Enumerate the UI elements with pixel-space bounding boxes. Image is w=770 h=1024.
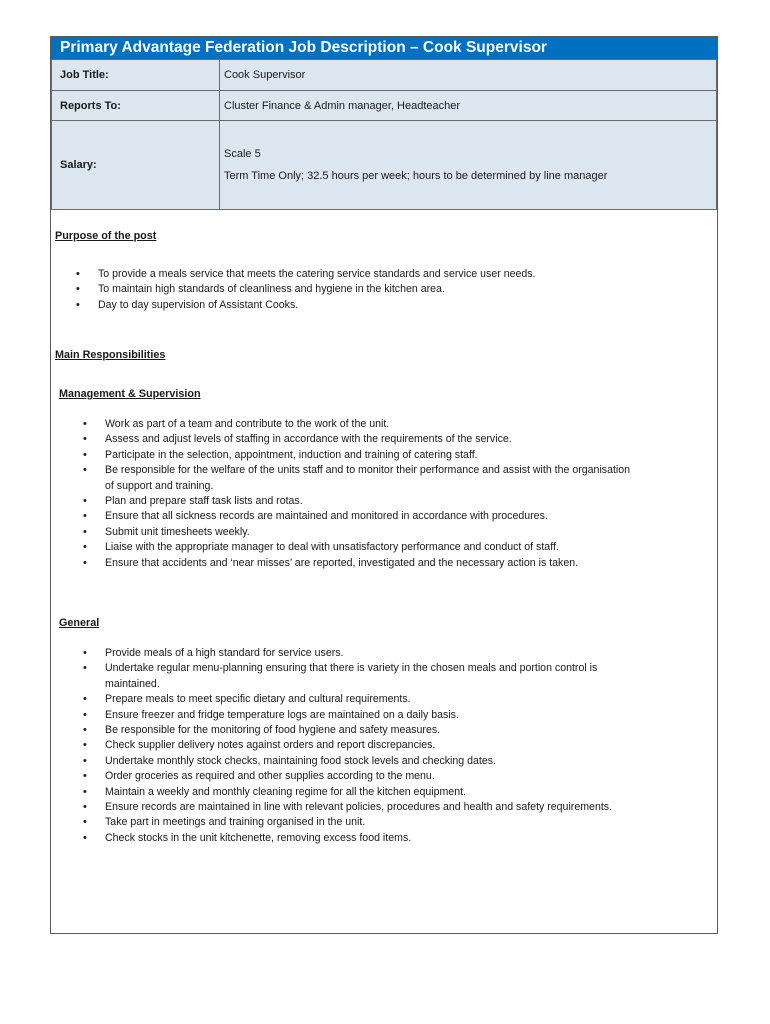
list-item (83, 800, 635, 815)
list-item-text: Prepare meals to meet specific dietary and cultural requirements. (105, 693, 411, 706)
list-item (83, 692, 635, 707)
list-item-text: Take part in meetings and training organised in the unit. (105, 816, 366, 829)
list-item (83, 708, 635, 723)
reports-to-row (52, 91, 717, 121)
job-title-value: Cook Supervisor (220, 60, 717, 91)
list-item (83, 509, 635, 524)
bullet-icon: • (83, 785, 87, 798)
bullet-icon: • (76, 283, 80, 296)
document-title: Primary Advantage Federation Job Description – Cook Supervisor (51, 37, 717, 59)
bullet-icon: • (83, 831, 87, 844)
bullet-icon: • (83, 739, 87, 752)
bullet-icon: • (76, 268, 80, 280)
list-item (83, 738, 635, 753)
main-responsibilities-heading: Main Responsibilities (55, 349, 166, 361)
list-item-text: Work as part of a team and contribute to the work of the unit. (105, 418, 390, 430)
list-item-text: Check stocks in the unit kitchenette, removing excess food items. (105, 831, 412, 844)
list-item (83, 646, 635, 661)
bullet-icon: • (83, 724, 87, 737)
management-heading: Management & Supervision (59, 388, 201, 400)
list-item-text: Participate in the selection, appointment, induction and training of catering staff. (105, 448, 478, 461)
management-list (83, 417, 635, 571)
job-description-document (50, 36, 718, 934)
list-item-text: Be responsible for the monitoring of food hygiene and safety measures. (105, 724, 441, 737)
list-item-text: Undertake regular menu-planning ensuring that there is variety in the chosen meals and portion control is maintained. (105, 662, 598, 690)
salary-value (220, 121, 717, 210)
list-item-text: To maintain high standards of cleanliness and hygiene in the kitchen area. (98, 283, 445, 296)
list-item (83, 556, 635, 571)
job-title-row (52, 60, 717, 91)
bullet-icon: • (83, 693, 87, 706)
list-item (83, 417, 635, 432)
bullet-icon: • (83, 448, 87, 461)
list-item (83, 754, 635, 769)
job-info-table (51, 59, 717, 210)
list-item-text: Ensure that accidents and ‘near misses’ are reported, investigated and the necessary action is taken. (105, 556, 579, 569)
list-item (83, 432, 635, 447)
reports-to-label: Reports To: (52, 91, 220, 121)
bullet-icon: • (83, 541, 87, 554)
bullet-icon: • (83, 816, 87, 829)
bullet-icon: • (83, 525, 87, 538)
purpose-list (76, 267, 658, 313)
list-item (83, 661, 635, 692)
list-item (83, 463, 635, 494)
list-item-text: Submit unit timesheets weekly. (105, 525, 250, 538)
bullet-icon: • (83, 418, 87, 430)
list-item-text: Liaise with the appropriate manager to deal with unsatisfactory performance and conduct of staff. (105, 541, 559, 554)
bullet-icon: • (83, 510, 87, 523)
bullet-icon: • (83, 556, 87, 569)
bullet-icon: • (83, 647, 87, 659)
job-title-label: Job Title: (52, 60, 220, 91)
bullet-icon: • (83, 433, 87, 446)
list-item-text: Ensure records are maintained in line with relevant policies, procedures and health and safety requirements. (105, 801, 613, 814)
list-item-text: Undertake monthly stock checks, maintaining food stock levels and checking dates. (105, 754, 496, 767)
list-item (83, 525, 635, 540)
salary-label: Salary: (52, 121, 220, 210)
list-item (83, 723, 635, 738)
list-item (83, 448, 635, 463)
bullet-icon: • (83, 464, 87, 477)
salary-terms: Term Time Only; 32.5 hours per week; hours to be determined by line manager (224, 170, 608, 182)
reports-to-value: Cluster Finance & Admin manager, Headteacher (220, 91, 717, 121)
list-item-text: Ensure that all sickness records are maintained and monitored in accordance with procedures. (105, 510, 548, 523)
list-item (76, 298, 658, 313)
list-item (76, 282, 658, 297)
bullet-icon: • (83, 662, 87, 675)
list-item (83, 494, 635, 509)
list-item-text: Assess and adjust levels of staffing in accordance with the requirements of the service. (105, 433, 512, 446)
bullet-icon: • (83, 770, 87, 783)
bullet-icon: • (83, 495, 87, 508)
bullet-icon: • (76, 298, 80, 311)
bullet-icon: • (83, 708, 87, 721)
list-item-text: Plan and prepare staff task lists and rotas. (105, 495, 303, 508)
list-item (76, 267, 658, 282)
general-heading: General (59, 617, 100, 629)
list-item (83, 769, 635, 784)
list-item-text: Order groceries as required and other supplies according to the menu. (105, 770, 435, 783)
list-item (83, 785, 635, 800)
bullet-icon: • (83, 754, 87, 767)
general-list (83, 646, 635, 846)
bullet-icon: • (83, 801, 87, 814)
list-item-text: Provide meals of a high standard for service users. (105, 647, 344, 659)
list-item (83, 815, 635, 830)
list-item-text: Check supplier delivery notes against orders and report discrepancies. (105, 739, 436, 752)
list-item-text: Day to day supervision of Assistant Cooks. (98, 298, 299, 311)
list-item-text: To provide a meals service that meets the catering service standards and service user needs. (98, 268, 536, 280)
salary-scale: Scale 5 (224, 148, 261, 160)
list-item-text: Ensure freezer and fridge temperature logs are maintained on a daily basis. (105, 708, 459, 721)
purpose-heading: Purpose of the post (55, 230, 157, 242)
list-item-text: Maintain a weekly and monthly cleaning regime for all the kitchen equipment. (105, 785, 466, 798)
list-item (83, 540, 635, 555)
salary-row (52, 121, 717, 210)
list-item-text: Be responsible for the welfare of the units staff and to monitor their performance and assist with the organisation of support and training. (105, 464, 631, 492)
list-item (83, 831, 635, 846)
